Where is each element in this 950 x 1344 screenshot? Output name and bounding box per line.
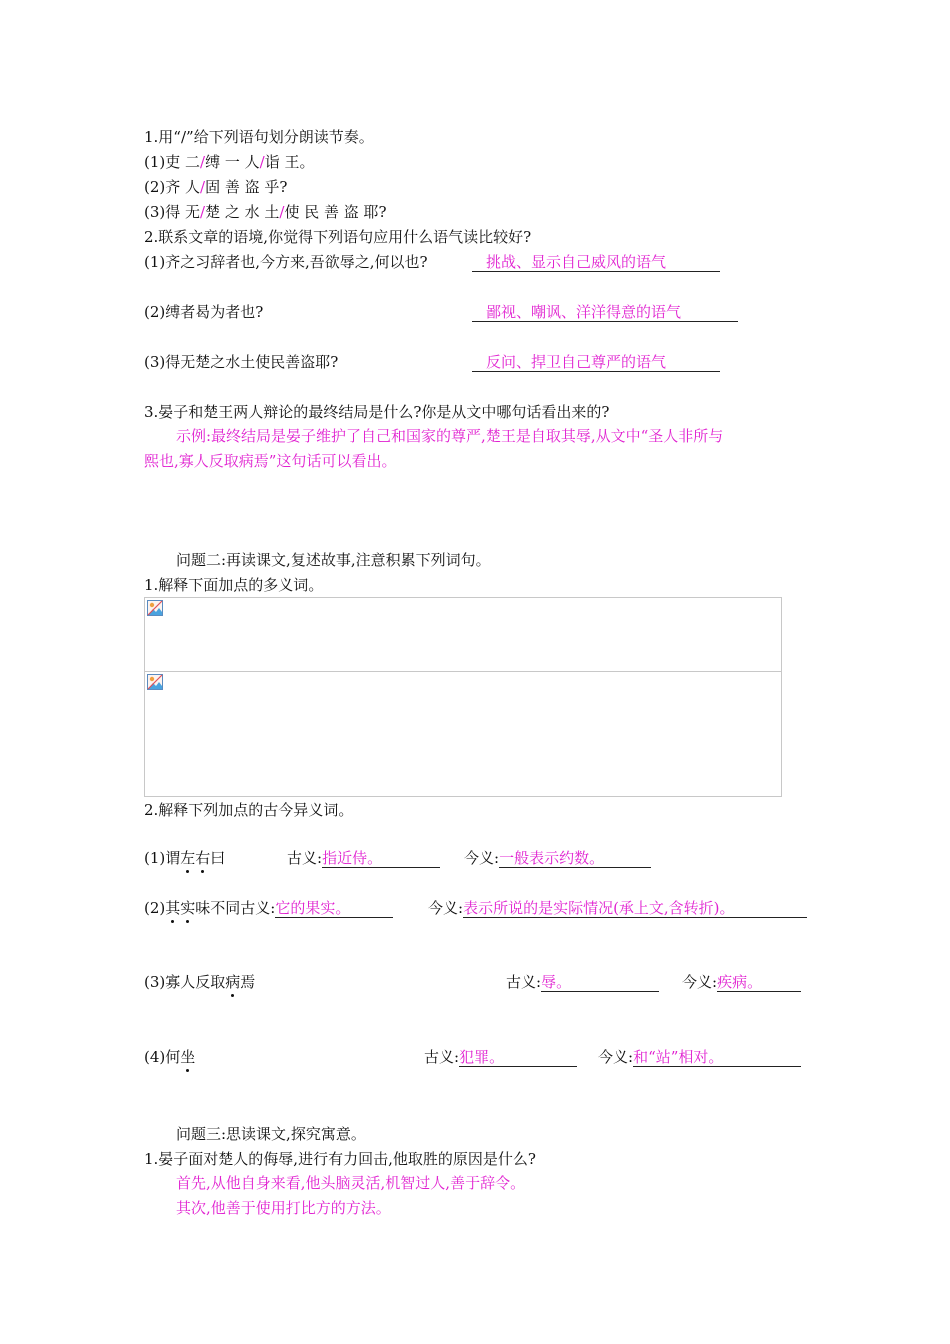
section3-heading: 问题三:思读课文,探究寓意。: [176, 1125, 366, 1143]
q3-title: 3.晏子和楚王两人辩论的最终结局是什么?你是从文中哪句话看出来的?: [144, 403, 610, 421]
term-1-label: (1)谓左右曰: [144, 849, 226, 867]
q1-title: 1.用“/”给下列语句划分朗读节奏。: [144, 128, 374, 146]
q3-answer-line-1: 示例:最终结局是晏子维护了自己和国家的尊严,楚王是自取其辱,从文中“圣人非所与: [176, 427, 724, 445]
image-placeholder-2: [144, 671, 782, 797]
q2-item-2: (2)缚者曷为者也?: [144, 303, 264, 321]
q2-title: 2.联系文章的语境,你觉得下列语句应用什么语气读比较好?: [144, 228, 532, 246]
section2-heading: 问题二:再读课文,复述故事,注意积累下列词句。: [176, 551, 491, 569]
term-3-label: (3)寡人反取病焉: [144, 973, 256, 991]
q1-item-1: (1)吏 二/缚 一 人/诣 王。: [144, 153, 315, 171]
section3-answer-line-1: 首先,从他自身来看,他头脑灵活,机智过人,善于辞令。: [176, 1174, 526, 1192]
q2-answer-2: 鄙视、嘲讽、洋洋得意的语气: [472, 302, 738, 322]
section2-q1-title: 1.解释下面加点的多义词。: [144, 576, 324, 594]
term-1-gu: 古义:指近侍。: [287, 848, 440, 868]
dotted-word: 其实: [165, 899, 196, 917]
term-4-gu: 古义:犯罪。: [424, 1047, 577, 1067]
dotted-word: 左右: [180, 849, 211, 867]
q1-item-3: (3)得 无/楚 之 水 土/使 民 善 盗 耶?: [144, 203, 387, 221]
q2-answer-1: 挑战、显示自己威风的语气: [472, 252, 720, 272]
term-2-jin: 今义:表示所说的是实际情况(承上文,含转折)。: [428, 898, 807, 918]
term-4-jin: 今义:和“站”相对。: [598, 1047, 801, 1067]
section3-q1-title: 1.晏子面对楚人的侮辱,进行有力回击,他取胜的原因是什么?: [144, 1150, 536, 1168]
section2-q2-title: 2.解释下列加点的古今异义词。: [144, 801, 354, 819]
term-4-label: (4)何坐: [144, 1048, 196, 1066]
broken-image-icon: [147, 674, 163, 690]
image-placeholder-1: [144, 597, 782, 672]
broken-image-icon: [147, 600, 163, 616]
q2-item-3: (3)得无楚之水土使民善盗耶?: [144, 353, 339, 371]
q2-answer-3: 反问、捍卫自己尊严的语气: [472, 352, 720, 372]
term-3-jin: 今义:疾病。: [682, 972, 801, 992]
q3-answer-line-2: 熙也,寡人反取病焉”这句话可以看出。: [144, 452, 397, 470]
q2-item-1: (1)齐之习辞者也,今方来,吾欲辱之,何以也?: [144, 253, 428, 271]
section3-answer-line-2: 其次,他善于使用打比方的方法。: [176, 1199, 391, 1217]
term-3-gu: 古义:辱。: [506, 972, 659, 992]
term-2-label: (2)其实味不同古义:它的果实。: [144, 898, 393, 918]
q1-item-2: (2)齐 人/固 善 盗 乎?: [144, 178, 288, 196]
term-1-jin: 今义:一般表示约数。: [464, 848, 651, 868]
